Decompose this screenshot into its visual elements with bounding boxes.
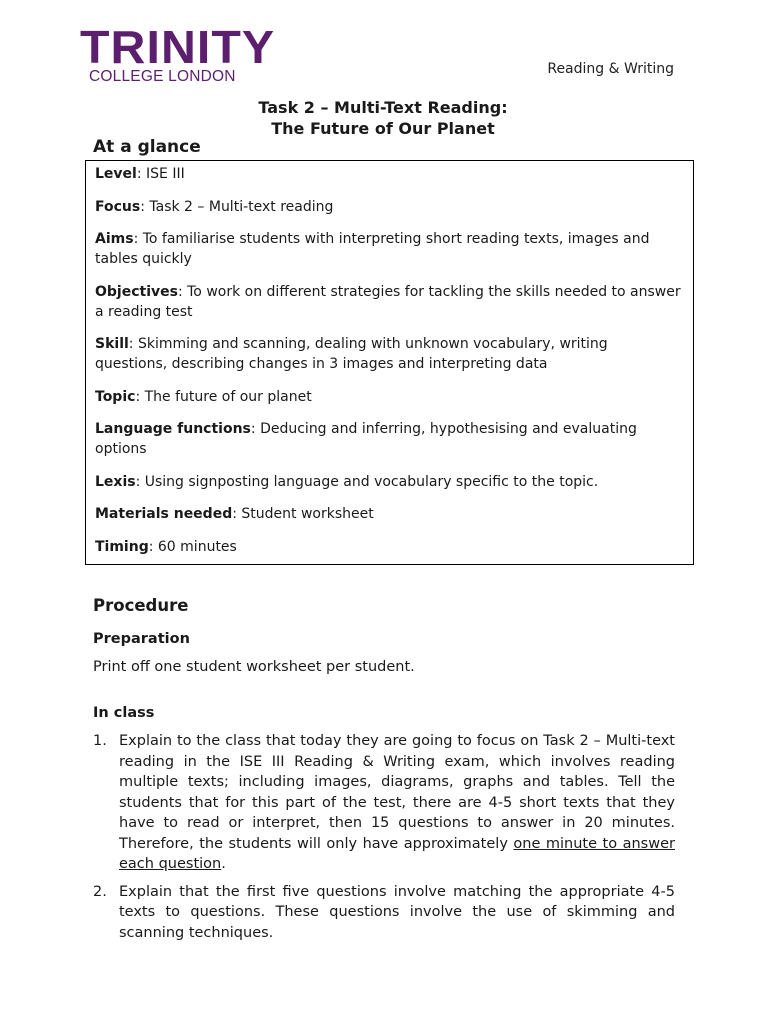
field-key: Objectives xyxy=(95,283,178,300)
step-number: 1. xyxy=(93,733,107,749)
field-value: : ISE III xyxy=(136,166,185,182)
field-language-functions xyxy=(95,419,684,459)
step-text xyxy=(119,731,675,875)
title-line-2: The Future of Our Planet xyxy=(271,119,495,138)
in-class-steps xyxy=(93,731,675,950)
field-topic xyxy=(95,387,684,407)
step-text xyxy=(119,882,675,944)
trinity-logo xyxy=(80,21,276,86)
field-value: : Task 2 – Multi-text reading xyxy=(140,198,334,215)
field-value: : Using signposting language and vocabulary specific to the topic. xyxy=(135,473,599,490)
logo-subtitle: COLLEGE LONDON xyxy=(89,68,236,85)
field-key: Topic xyxy=(95,388,136,405)
field-lexis xyxy=(95,472,684,492)
page-title xyxy=(0,97,766,139)
title-line-1: Task 2 – Multi-Text Reading: xyxy=(258,98,508,117)
logo-wordmark: TRINITY xyxy=(80,21,276,73)
preparation-text: Print off one student worksheet per student. xyxy=(93,659,415,675)
list-item xyxy=(93,882,675,944)
field-timing xyxy=(95,537,684,557)
field-value: : To work on different strategies for tackling the skills needed to answer a reading test xyxy=(95,283,681,320)
field-skill xyxy=(95,334,684,374)
field-key: Aims xyxy=(95,231,134,247)
field-key: Materials needed xyxy=(95,506,233,522)
step-text-underlined: one minute to answer each question xyxy=(119,835,675,872)
field-materials-needed xyxy=(95,504,684,524)
preparation-heading: Preparation xyxy=(93,631,190,647)
in-class-heading: In class xyxy=(93,705,155,721)
step-text-end: . xyxy=(221,856,226,872)
step-text-body: Explain that the first five questions involve matching the appropriate 4-5 texts to questions. These questions involve the use of skimming and scanning techniques. xyxy=(119,883,675,941)
field-key: Focus xyxy=(95,198,141,215)
field-value: : 60 minutes xyxy=(148,538,237,555)
field-value: : To familiarise students with interpreting short reading texts, images and tables quickly xyxy=(95,231,650,267)
field-key: Lexis xyxy=(95,473,136,490)
field-value: : Skimming and scanning, dealing with unknown vocabulary, writing questions, describing changes in 3 images and interpreting data xyxy=(95,336,608,372)
field-key: Level xyxy=(95,166,137,182)
field-focus xyxy=(95,197,684,217)
list-item xyxy=(93,731,675,875)
field-key: Timing xyxy=(95,538,149,555)
field-value: : Student worksheet xyxy=(232,506,374,522)
field-objectives xyxy=(95,282,684,322)
at-a-glance-box xyxy=(85,160,694,565)
field-value: : Deducing and inferring, hypothesising and evaluating options xyxy=(95,421,637,457)
step-text-body: Explain to the class that today they are going to focus on Task 2 – Multi-text reading in the ISE III Reading & Writing exam, which involves reading multiple texts; including images, diagrams, graphs and tables. Tell the students that for this part of the test, there are 4-5 short texts that they have to read or interpret, then 15 questions to answer in 20 minutes. Therefore, the students will only have approximately xyxy=(119,733,675,852)
field-value: : The future of our planet xyxy=(135,388,312,405)
at-a-glance-heading: At a glance xyxy=(93,137,201,157)
procedure-heading: Procedure xyxy=(93,596,189,615)
field-key: Language functions xyxy=(95,421,251,437)
field-key: Skill xyxy=(95,336,129,352)
section-label: Reading & Writing xyxy=(547,61,674,77)
field-level xyxy=(95,164,684,184)
field-aims xyxy=(95,229,684,269)
step-number: 2. xyxy=(93,883,107,900)
